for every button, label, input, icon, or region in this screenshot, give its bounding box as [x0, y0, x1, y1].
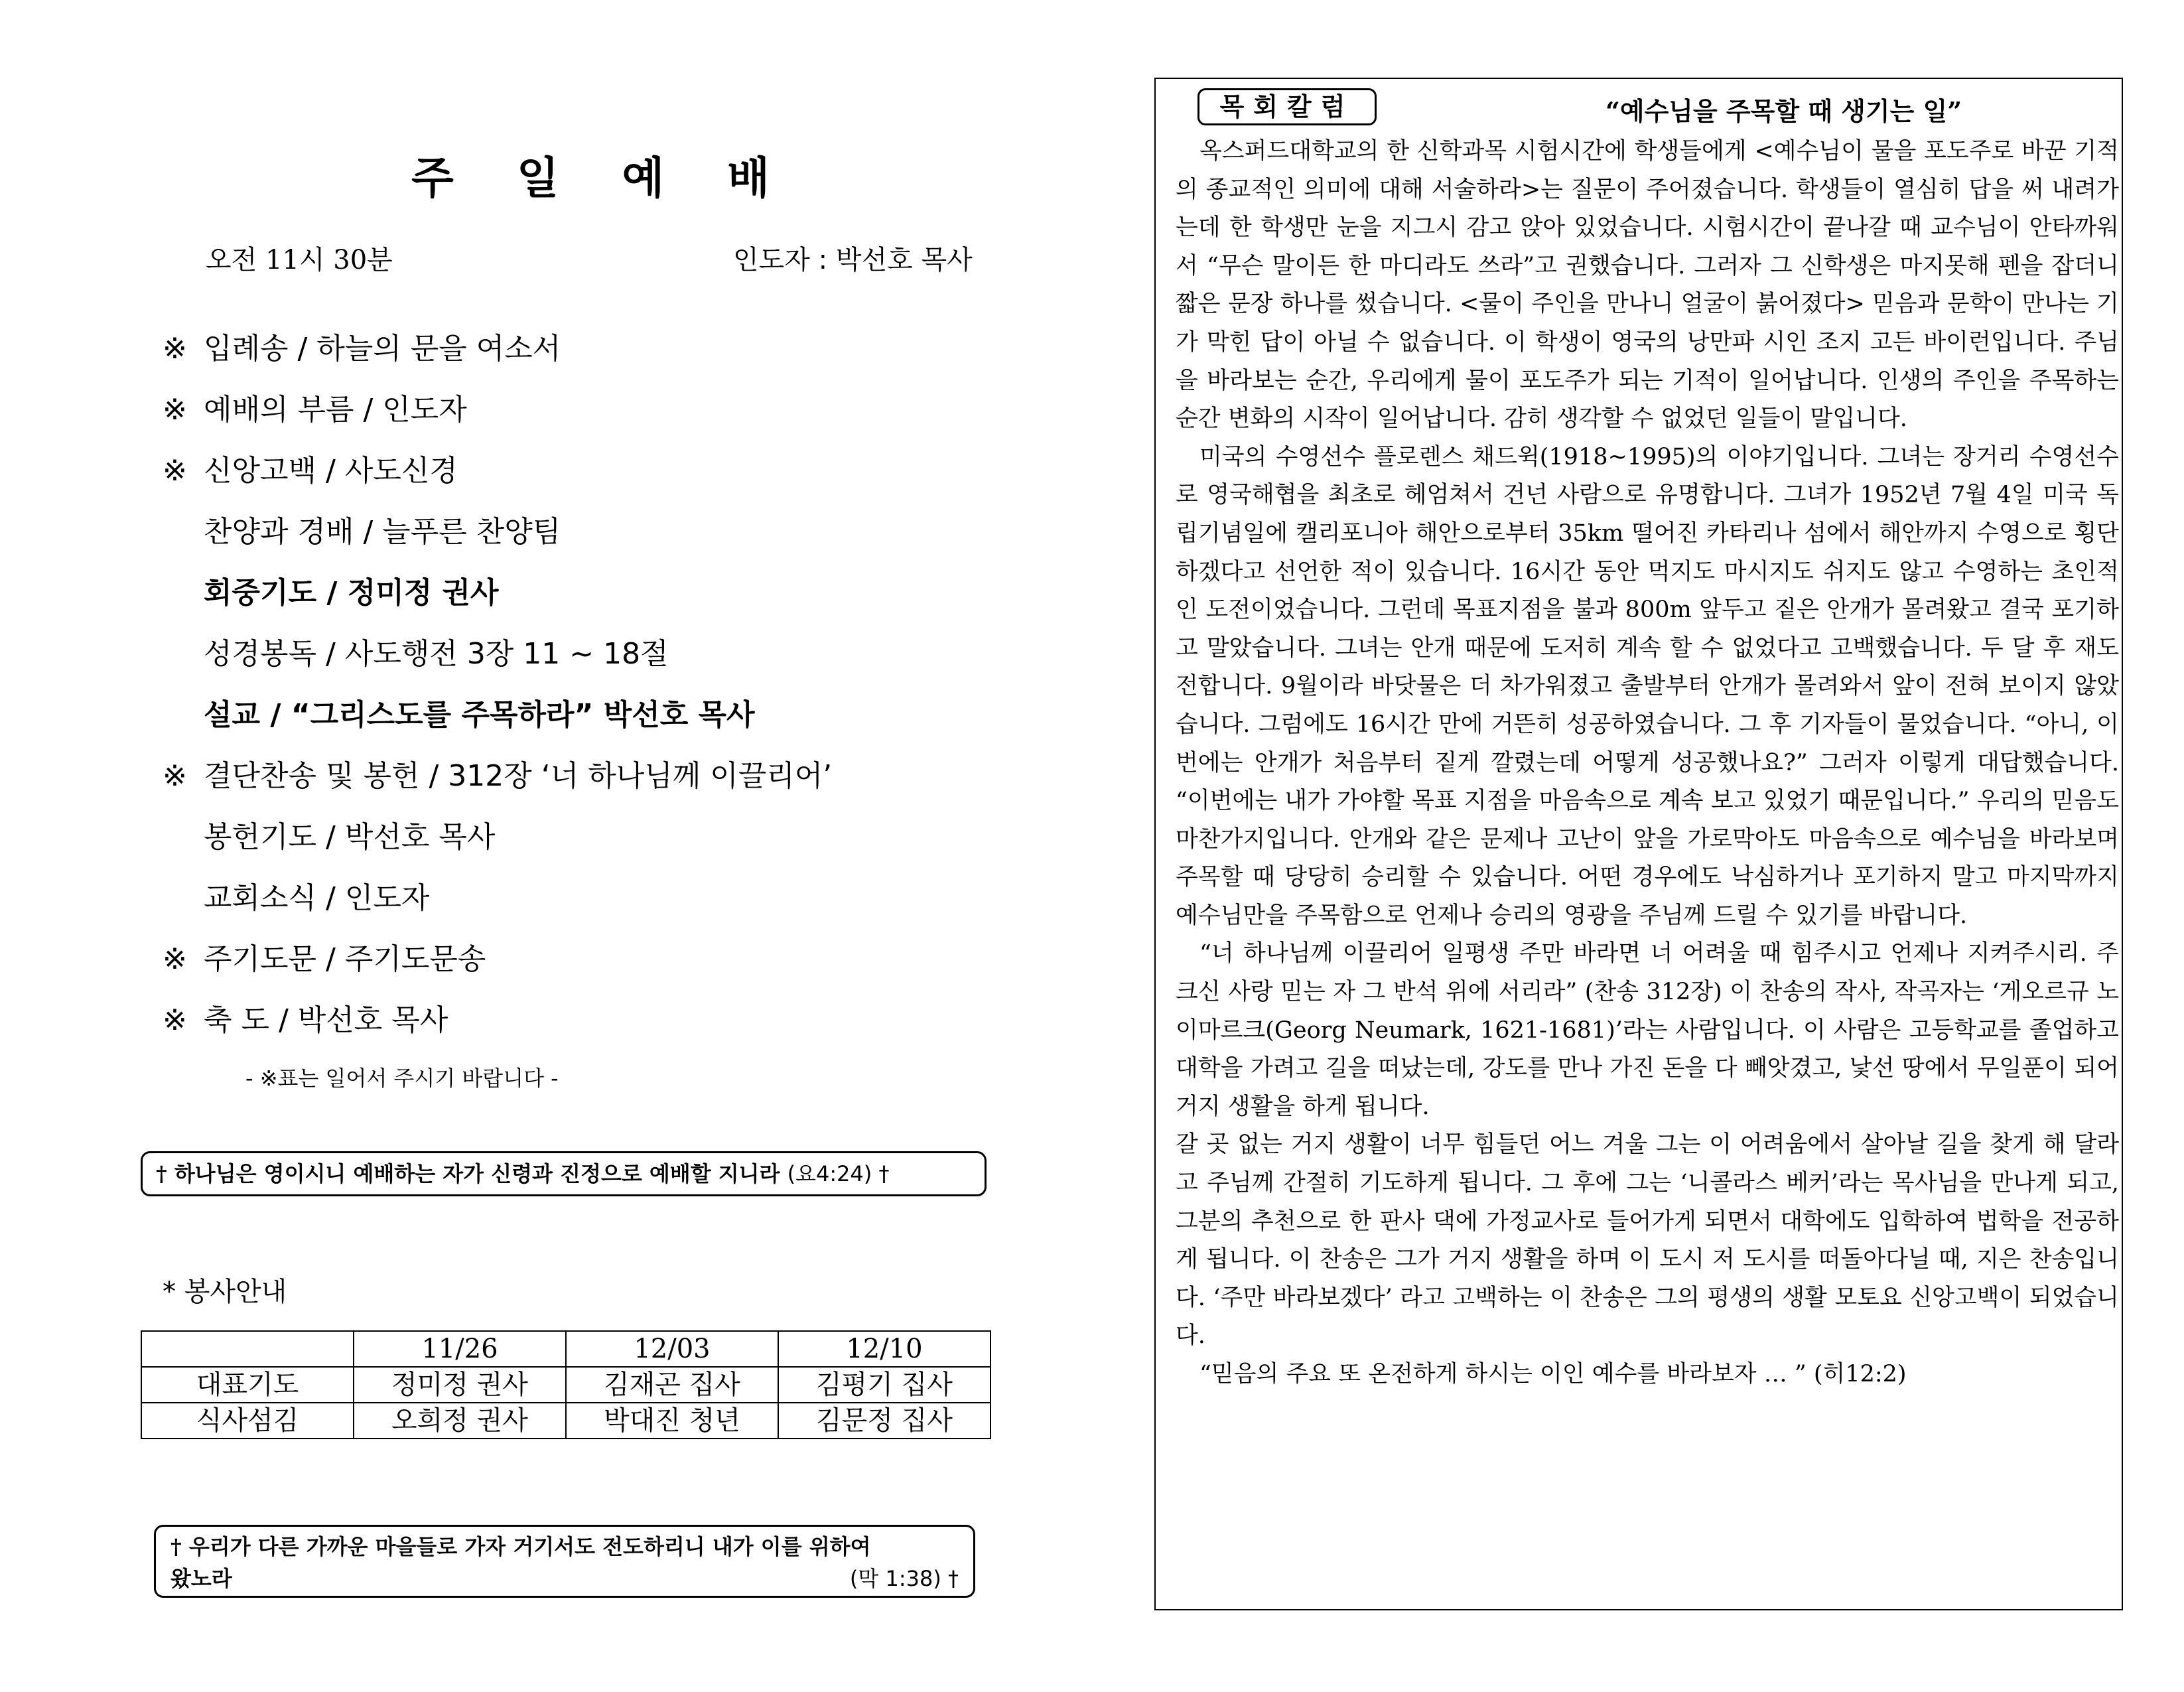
duty-label: 대표기도: [141, 1367, 354, 1403]
standing-mark: ※: [163, 1003, 187, 1037]
column-paragraph: “믿음의 주요 또 온전하게 하시는 이인 예수를 바라보자 … ” (히12:2): [1199, 1361, 1907, 1387]
column-paragraph: 갈 곳 없는 거지 생활이 너무 힘들던 어느 겨울 그는 이 어려움에서 살아날 길을 찾게 해 달라고 주님께 간절히 기도하게 됩니다. 그 후에 그는 ‘니콜라스 베커’라는 목사님을 만나게 되고, 그분의 추천으로 한 판사 댁에 가정교사로 들어가게 되면서 대학에도 입학하여 법학을 전공하게 됩니다. 이 찬송은 그가 거지 생활을 하며 이 도시 저 도시를 떠돌아다닐 때, 지은 찬송입니다. ‘주만 바라보겠다’ 라고 고백하는 이 찬송은 그의 평생의 생활 모토요 신앙고백이 되었습니다.: [1176, 1131, 2119, 1350]
order-item-text: 봉헌기도 / 박선호 목사: [204, 820, 496, 854]
order-item: [163, 563, 1025, 624]
duty-cell: 김평기 집사: [778, 1367, 990, 1403]
table-row: [141, 1403, 990, 1439]
page-title: 주 일 예 배: [411, 153, 793, 204]
order-item-text: 축 도 / 박선호 목사: [204, 1003, 448, 1037]
closing-verse-line: † 우리가 다른 가까운 마을들로 가자 거기서도 전도하리니 내가 이를 위하여: [171, 1534, 871, 1559]
scripture-reference: (막 1:38) †: [849, 1566, 959, 1591]
table-header-row: [141, 1331, 990, 1367]
order-item-text: 주기도문 / 주기도문송: [204, 942, 486, 976]
order-item-text: 찬양과 경배 / 늘푸른 찬양팀: [204, 515, 561, 549]
date-header: 12/03: [566, 1331, 778, 1367]
standing-note: - ※표는 일어서 주시기 바랍니다 -: [245, 1066, 559, 1091]
order-item: [163, 868, 1025, 929]
column-body: [1176, 133, 2119, 1394]
table-corner-cell: [141, 1331, 354, 1367]
service-duty-heading: * 봉사안내: [163, 1277, 287, 1307]
duty-cell: 정미정 권사: [354, 1367, 566, 1403]
order-item-text: 교회소식 / 인도자: [204, 881, 430, 915]
standing-mark: ※: [163, 454, 187, 488]
date-header: 11/26: [354, 1331, 566, 1367]
duty-cell: 박대진 청년: [566, 1403, 778, 1439]
closing-verse-box: [154, 1525, 975, 1598]
column-title: “예수님을 주목할 때 생기는 일”: [1605, 96, 1962, 126]
service-duty-table: [141, 1330, 991, 1439]
duty-cell: 김문정 집사: [778, 1403, 990, 1439]
order-item: [163, 807, 1025, 868]
duty-cell: 오희정 권사: [354, 1403, 566, 1439]
service-leader: 인도자 : 박선호 목사: [733, 245, 973, 275]
order-item-text: 회중기도 / 정미정 권사: [204, 576, 499, 610]
order-item-text: 신앙고백 / 사도신경: [204, 454, 458, 488]
order-item: [163, 929, 1025, 990]
standing-mark: ※: [163, 332, 187, 366]
order-item: [163, 624, 1025, 685]
order-item: [163, 318, 1025, 380]
duty-cell: 김재곤 집사: [566, 1367, 778, 1403]
order-item: [163, 502, 1025, 563]
column-paragraph: “너 하나님께 이끌리어 일평생 주만 바라면 너 어려울 때 힘주시고 언제나 지켜주시리. 주 크신 사랑 믿는 자 그 반석 위에 서리라” (찬송 312장) 이 찬송의 작사, 작곡자는 ‘게오르규 노이마르크(Georg Neumark, 1621-1681)’라는 사람입니다. 이 사람은 고등학교를 졸업하고 대학을 가려고 길을 떠났는데, 강도를 만나 가진 돈을 다 빼앗겼고, 낯선 땅에서 무일푼이 되어 거지 생활을 하게 됩니다.: [1176, 940, 2119, 1120]
order-item-text: 성경봉독 / 사도행전 3장 11 ~ 18절: [204, 637, 669, 671]
date-header: 12/10: [778, 1331, 990, 1367]
scripture-verse-box: [141, 1151, 987, 1196]
column-paragraph: 미국의 수영선수 플로렌스 채드윅(1918~1995)의 이야기입니다. 그녀는 장거리 수영선수로 영국해협을 최초로 헤엄쳐서 건넌 사람으로 유명합니다. 그녀가 1952년 7월 4일 미국 독립기념일에 캘리포니아 해안으로부터 35km 떨어진 카타리나 섬에서 해안까지 수영으로 횡단하겠다고 선언한 적이 있습니다. 16시간 동안 먹지도 마시지도 쉬지도 않고 수영하는 초인적인 도전이었습니다. 그런데 목표지점을 불과 800m 앞두고 짙은 안개가 몰려왔고 결국 포기하고 말았습니다. 그녀는 안개 때문에 도저히 계속 할 수 없었다고 고백했습니다. 두 달 후 재도전합니다. 9월이라 바닷물은 더 차가워졌고 출발부터 안개가 몰려와서 앞이 전혀 보이지 않았습니다. 그럼에도 16시간 만에 거뜬히 성공하였습니다. 그 후 기자들이 물었습니다. “아니, 이번에는 안개가 처음부터 짙게 깔렸는데 어떻게 성공했나요?” 그러자 이렇게 대답했습니다. “이번에는 내가 가야할 목표 지점을 마음속으로 계속 보고 있었기 때문입니다.” 우리의 믿음도 마찬가지입니다. 안개와 같은 문제나 고난이 앞을 가로막아도 마음속으로 예수님을 바라보며 주목할 때 당당히 승리할 수 있습니다. 어떤 경우에도 낙심하거나 포기하지 말고 마지막까지 예수님만을 주목함으로 언제나 승리의 영광을 주님께 드릴 수 있기를 바랍니다.: [1176, 443, 2119, 929]
standing-mark: ※: [163, 759, 187, 793]
column-label: 목회칼럼: [1197, 88, 1377, 125]
order-item: [163, 746, 1025, 807]
scripture-verse-text: † 하나님은 영이시니 예배하는 자가 신령과 진정으로 예배할 지니라: [156, 1161, 780, 1186]
closing-verse-line: 왔노라: [171, 1566, 232, 1591]
worship-order-list: [163, 318, 1025, 1051]
order-item-text: 예배의 부름 / 인도자: [204, 393, 467, 427]
order-item-text: 입례송 / 하늘의 문을 여소서: [204, 332, 561, 366]
standing-mark: ※: [163, 393, 187, 427]
duty-label: 식사섬김: [141, 1403, 354, 1439]
order-item: [163, 990, 1025, 1051]
order-item: [163, 685, 1025, 746]
order-item-text: 설교 / “그리스도를 주목하라” 박선호 목사: [204, 698, 755, 732]
order-item: [163, 380, 1025, 441]
order-item-text: 결단찬송 및 봉헌 / 312장 ‘너 하나님께 이끌리어’: [204, 759, 833, 793]
column-paragraph: 옥스퍼드대학교의 한 신학과목 시험시간에 학생들에게 <예수님이 물을 포도주로 바꾼 기적의 종교적인 의미에 대해 서술하라>는 질문이 주어졌습니다. 학생들이 열심히 답을 써 내려가는데 한 학생만 눈을 지그시 감고 앉아 있었습니다. 시험시간이 끝나갈 때 교수님이 안타까워서 “무슨 말이든 한 마디라도 쓰라”고 권했습니다. 그러자 그 신학생은 마지못해 펜을 잡더니 짧은 문장 하나를 썼습니다. <물이 주인을 만나니 얼굴이 붉어졌다> 믿음과 문학이 만나는 기가 막힌 답이 아닐 수 없습니다. 이 학생이 영국의 낭만파 시인 조지 고든 바이런입니다. 주님을 바라보는 순간, 우리에게 물이 포도주가 되는 기적이 일어납니다. 인생의 주인을 주목하는 순간 변화의 시작이 일어납니다. 감히 생각할 수 없었던 일들이 말입니다.: [1176, 138, 2119, 433]
service-time: 오전 11시 30분: [206, 245, 393, 275]
standing-mark: ※: [163, 942, 187, 976]
scripture-reference: (요4:24) †: [787, 1161, 890, 1186]
order-item: [163, 441, 1025, 502]
table-row: [141, 1367, 990, 1403]
